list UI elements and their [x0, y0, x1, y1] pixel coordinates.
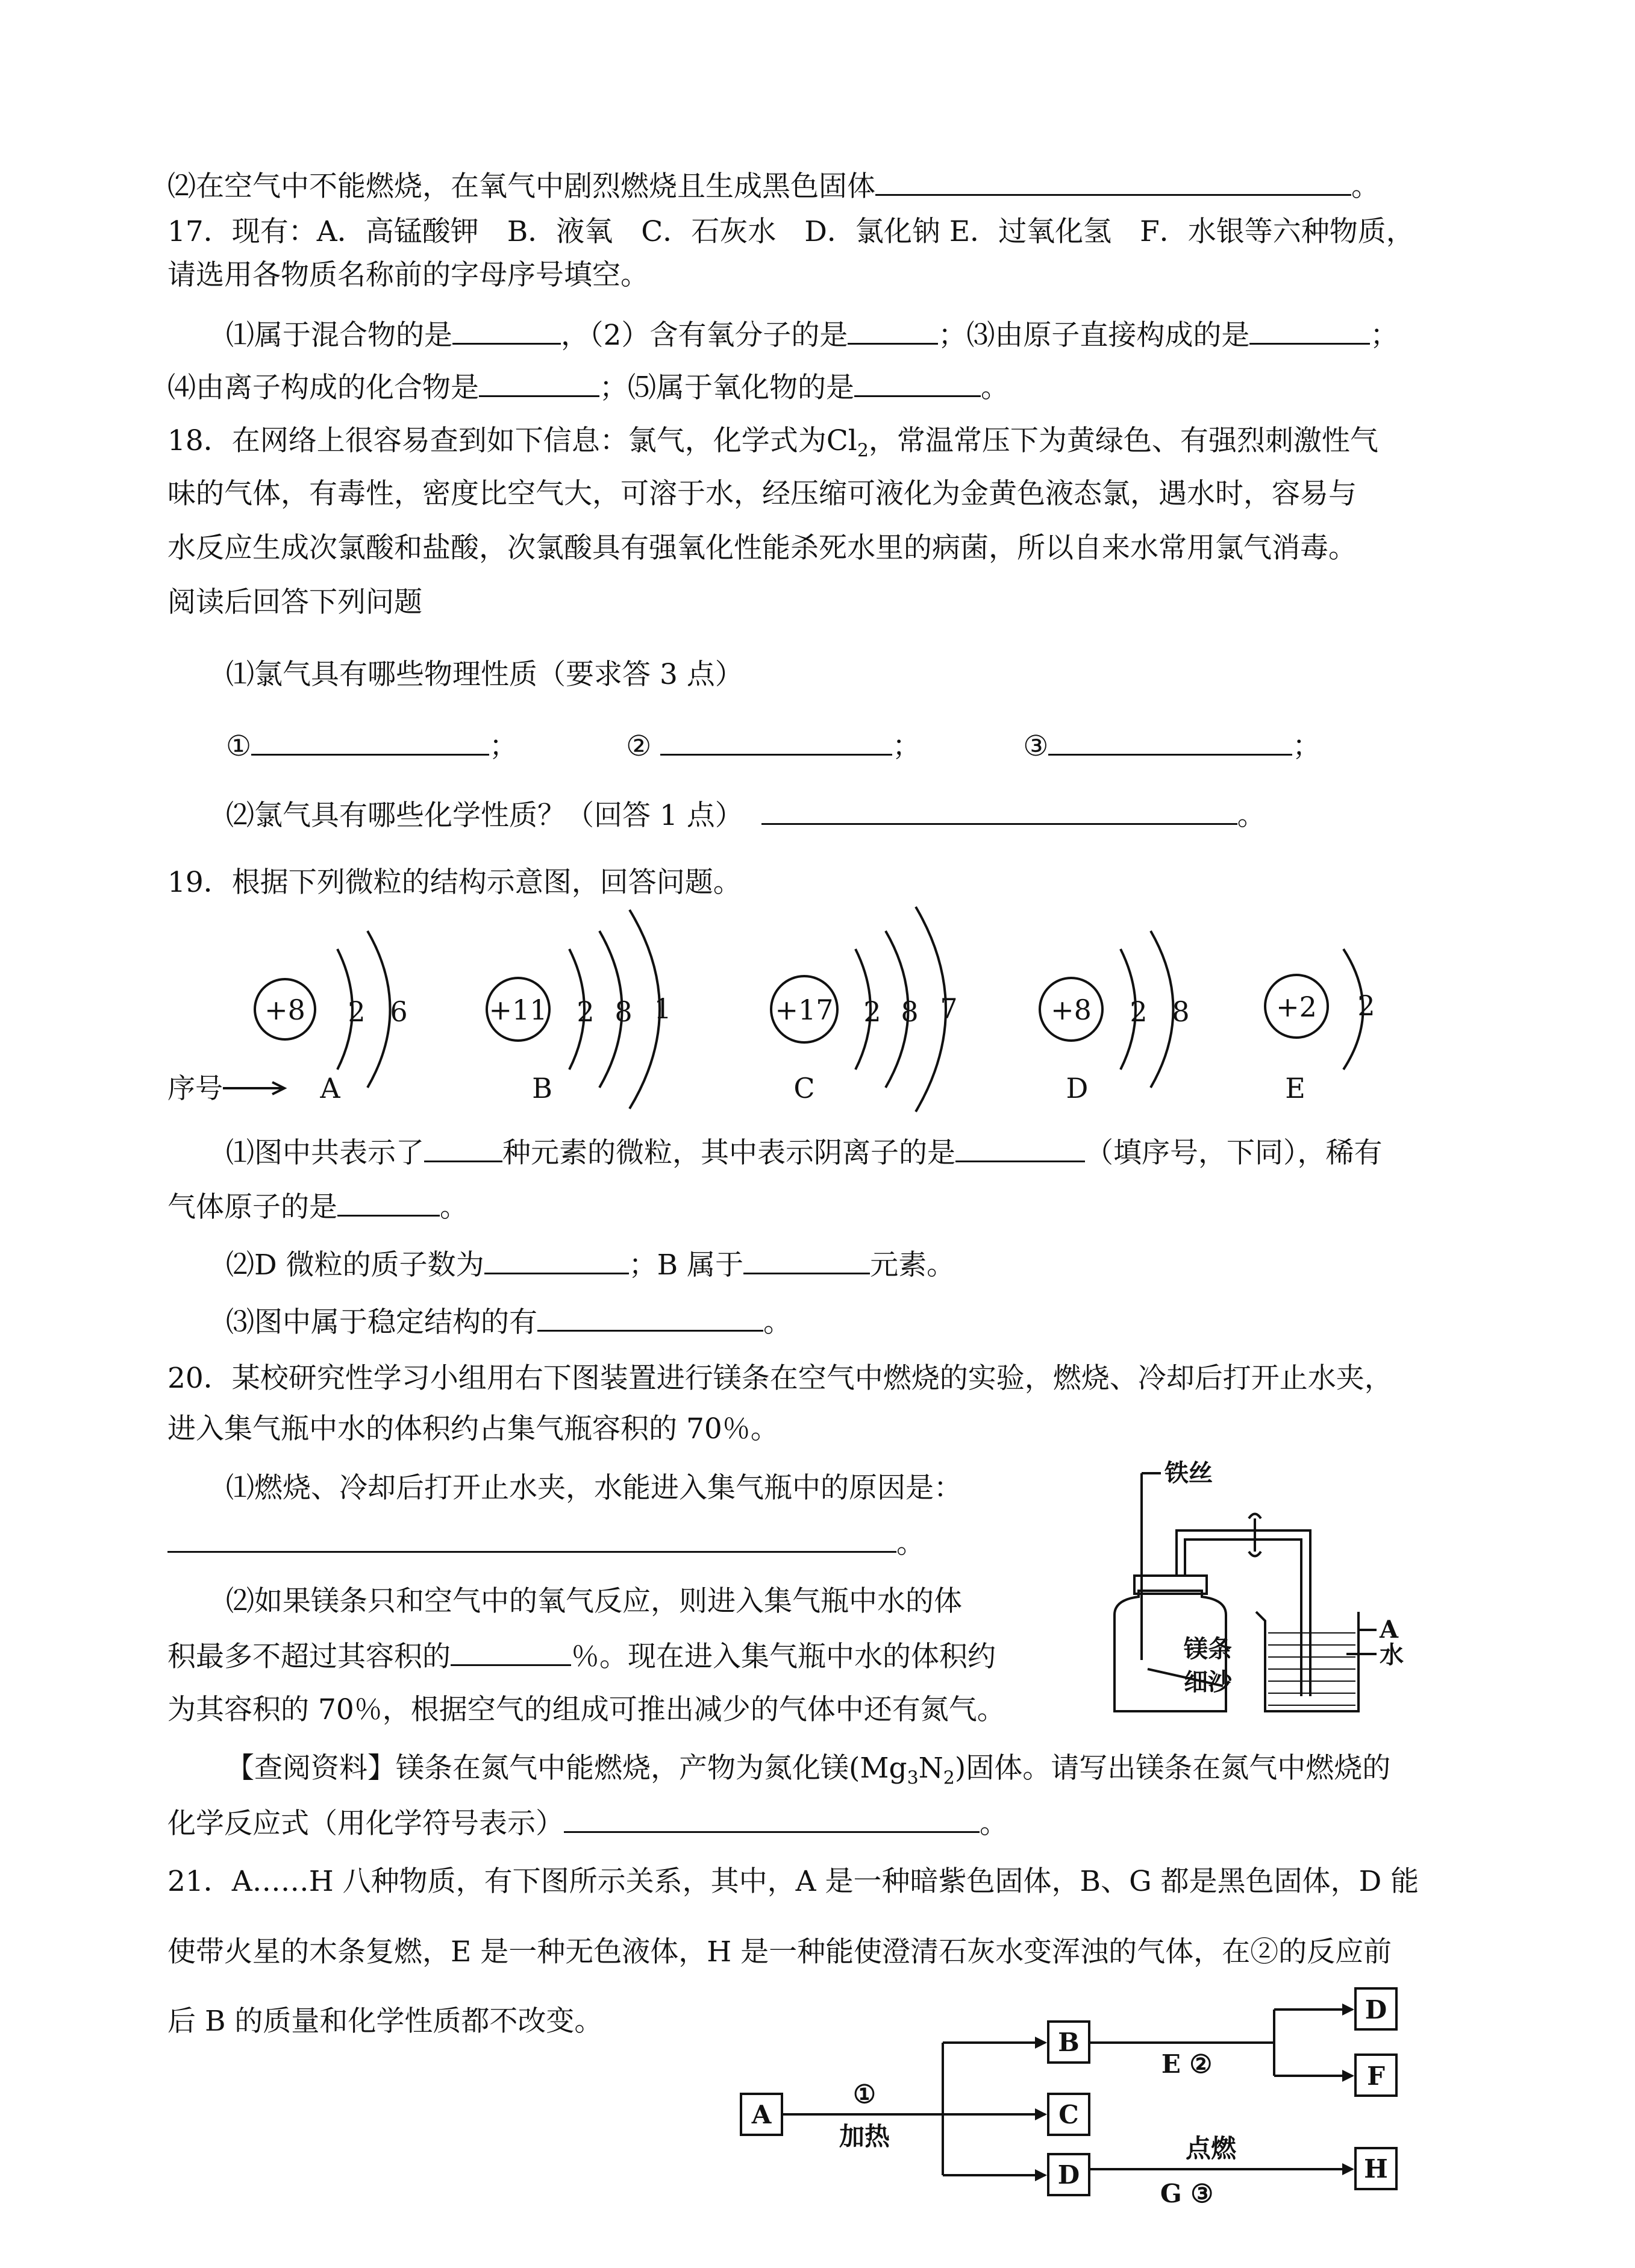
atom-a-shell-1-count: 2 — [348, 995, 366, 1028]
box-h-label: H — [1364, 2154, 1388, 2184]
atom-d-shell-1-count: 2 — [1130, 995, 1148, 1028]
text: ，常温常压下为黄绿色、有强烈刺激性气 — [868, 424, 1378, 457]
atom-d-shell-2 — [1151, 931, 1174, 1088]
text: ⑴氯气具有哪些物理性质（要求答 3 点） — [226, 658, 743, 691]
text: ③ — [1023, 730, 1049, 763]
text: ⑵氯气具有哪些化学性质？（回答 1 点） — [226, 799, 743, 832]
text: 【查阅资料】镁条在氮气中能燃烧，产物为氮化镁( — [226, 1752, 860, 1785]
arrowhead — [1342, 2163, 1354, 2175]
text: ⑴燃烧、冷却后打开止水夹，水能进入集气瓶中的原因是： — [226, 1471, 962, 1505]
text: ⑴图中共表示了 — [226, 1136, 424, 1170]
text: （填序号，下同），稀有 — [1085, 1136, 1383, 1170]
q20-part1 — [226, 1470, 962, 1506]
text: 化学反应式（用化学符号表示） — [167, 1807, 564, 1840]
q20-reference — [226, 1750, 1390, 1796]
text: 后 B 的质量和化学性质都不改变。 — [167, 2005, 603, 2038]
text: 。 — [1237, 799, 1266, 832]
atom-d-label: D — [1066, 1072, 1089, 1104]
q19-part1-a — [226, 1134, 1383, 1171]
q19-part3 — [226, 1303, 792, 1341]
water-clamp — [1249, 1514, 1261, 1556]
text: 。 — [980, 1807, 1008, 1840]
box-c-label: C — [1058, 2100, 1079, 2129]
answer-blank[interactable] — [564, 1805, 980, 1833]
text: 。 — [1351, 170, 1380, 203]
box-a-label: A — [751, 2100, 772, 2129]
text: ；⑸属于氧化物的是 — [599, 371, 854, 404]
label-sand: 细沙 — [1184, 1668, 1232, 1696]
answer-blank[interactable] — [424, 1134, 502, 1162]
atom-b-shell-2-count: 8 — [614, 995, 633, 1028]
water-lines — [1268, 1633, 1355, 1705]
text: ； — [1370, 319, 1399, 352]
text: )固体。请写出镁条在氮气中燃烧的 — [954, 1752, 1391, 1785]
text: ⑵D 微粒的质子数为 — [226, 1248, 484, 1282]
arrowhead — [1342, 2003, 1354, 2016]
label-water: 水 — [1380, 1641, 1404, 1669]
atom-a-shell-2-count: 6 — [390, 995, 408, 1028]
box-d-label: D — [1057, 2160, 1080, 2190]
formula: N — [918, 1752, 943, 1785]
text: 请选用各物质名称前的字母序号填空。 — [167, 258, 649, 292]
ignite-label: 点燃 — [1185, 2134, 1237, 2163]
arrowhead — [1035, 2037, 1047, 2049]
box-b-label: B — [1058, 2028, 1080, 2057]
atom-e-label: E — [1285, 1072, 1305, 1104]
label-a: A — [1380, 1615, 1399, 1644]
flow-diagram — [729, 1976, 1422, 2208]
atom-a-shell-2 — [367, 931, 390, 1088]
box-d-right-label: D — [1365, 1995, 1387, 2025]
text: ⑵如果镁条只和空气中的氧气反应，则进入集气瓶中水的体 — [226, 1585, 962, 1618]
text: 。 — [440, 1191, 468, 1224]
text: 进入集气瓶中水的体积约占集气瓶容积的 70％。 — [167, 1412, 779, 1446]
text: 。 — [763, 1306, 792, 1339]
text: 阅读后回答下列问题 — [167, 586, 422, 619]
arrowhead — [1342, 2070, 1354, 2082]
text: 17．现有：A．高锰酸钾 B．液氧 C．石灰水 D．氯化钠 E．过氧化氢 F．水银等六种物质， — [167, 215, 1415, 248]
text: ； — [489, 730, 518, 763]
atom-c-shell-2-count: 8 — [901, 995, 919, 1028]
answer-blank[interactable] — [451, 1638, 571, 1666]
text: ② — [626, 730, 652, 763]
atom-e-nucleus-label: +2 — [1276, 991, 1317, 1023]
step-1-label: ① — [853, 2079, 876, 2109]
atom-c-shell-3-count: 7 — [940, 992, 958, 1025]
atom-c-shell-1-count: 2 — [863, 995, 881, 1028]
text: ％。现在进入集气瓶中水的体积约 — [571, 1640, 996, 1673]
atom-c-label: C — [793, 1072, 815, 1104]
q20-part2-c — [167, 1692, 1005, 1728]
text: ；⑶由原子直接构成的是 — [938, 319, 1250, 352]
q21-stem-3 — [167, 2003, 602, 2040]
label-mg-strip: 镁条 — [1184, 1635, 1232, 1663]
seq-label: 序号 — [167, 1072, 223, 1104]
text: ，（2）含有氧分子的是 — [561, 319, 848, 352]
q21-stem-2 — [167, 1934, 1392, 1970]
atom-d-shell-2-count: 8 — [1172, 995, 1190, 1028]
text: ； — [1292, 730, 1321, 763]
q20-stem-1 — [167, 1361, 1393, 1397]
g-step-3-label: G ③ — [1160, 2179, 1214, 2208]
q20-part2-b — [167, 1638, 996, 1675]
atom-a-label: A — [320, 1072, 340, 1104]
q19-part1-b — [167, 1188, 468, 1226]
text: 水反应生成次氯酸和盐酸，次氯酸具有强氧化性能杀死水里的病菌，所以自来水常用氯气消毒。 — [167, 531, 1357, 565]
text: ； — [892, 730, 921, 763]
e-step-2-label: E ② — [1161, 2049, 1213, 2079]
text: ① — [226, 730, 252, 763]
answer-blank[interactable] — [167, 1524, 896, 1553]
q20-part2-a — [226, 1584, 962, 1620]
formula: Mg — [860, 1752, 907, 1785]
subscript: 3 — [907, 1767, 919, 1789]
atom-b-shell-3-count: 1 — [654, 992, 672, 1025]
q21-stem-1 — [167, 1864, 1419, 1900]
atom-c-nucleus-label: +17 — [775, 994, 834, 1026]
text: ⑷由离子构成的化合物是 — [167, 371, 479, 404]
formula-cl: Cl — [826, 424, 857, 457]
answer-blank[interactable] — [337, 1188, 440, 1217]
apparatus-figure — [1093, 1452, 1467, 1717]
label-iron-wire: 铁丝 — [1165, 1459, 1213, 1487]
arrowhead — [1035, 2108, 1047, 2120]
answer-blank[interactable] — [484, 1246, 629, 1274]
text: 积最多不超过其容积的 — [167, 1640, 451, 1673]
subscript: 2 — [857, 440, 869, 462]
q19-part2 — [226, 1246, 955, 1283]
text: ⑶图中属于稳定结构的有 — [226, 1306, 537, 1339]
text: 使带火星的木条复燃，E 是一种无色液体，H 是一种能使澄清石灰水变浑浊的气体，在②的反应前 — [167, 1935, 1392, 1969]
text: ⑵在空气中不能燃烧，在氧气中剧烈燃烧且生成黑色固体 — [167, 170, 875, 203]
text: 21．A……H 八种物质，有下图所示关系，其中，A 是一种暗紫色固体，B、G 都是黑色固体，D 能 — [167, 1865, 1419, 1898]
text: ；B 属于 — [628, 1248, 744, 1282]
text: 20．某校研究性学习小组用右下图装置进行镁条在空气中燃烧的实验，燃烧、冷却后打开止水夹， — [167, 1362, 1393, 1395]
atom-b-shell-1-count: 2 — [577, 995, 595, 1028]
q20-part1-blank — [167, 1524, 925, 1562]
arrowhead — [1035, 2169, 1047, 2181]
text: 为其容积的 70％，根据空气的组成可推出减少的气体中还有氮气。 — [167, 1693, 1005, 1726]
heat-label: 加热 — [839, 2122, 890, 2151]
text: 种元素的微粒，其中表示阴离子的是 — [502, 1136, 955, 1170]
q20-stem-2 — [167, 1411, 779, 1447]
text: 。 — [981, 371, 1009, 404]
text: 味的气体，有毒性，密度比空气大，可溶于水，经压缩可液化为金黄色液态氯，遇水时，容易与 — [167, 477, 1357, 510]
answer-blank[interactable] — [955, 1134, 1085, 1162]
box-f-label: F — [1367, 2061, 1385, 2091]
text: 气体原子的是 — [167, 1191, 337, 1224]
q20-equation — [167, 1805, 1008, 1842]
atom-e-shell-1-count: 2 — [1357, 989, 1375, 1022]
atom-b-nucleus-label: +11 — [489, 994, 548, 1026]
beaker — [1256, 1612, 1358, 1711]
answer-blank[interactable] — [537, 1303, 763, 1332]
atom-d-nucleus-label: +8 — [1051, 994, 1092, 1026]
answer-blank[interactable] — [743, 1246, 870, 1274]
atom-a-nucleus-label: +8 — [264, 994, 305, 1026]
subscript: 2 — [943, 1767, 955, 1789]
text: ⑴属于混合物的是 — [226, 319, 452, 352]
text: 19．根据下列微粒的结构示意图，回答问题。 — [167, 866, 742, 899]
atom-b-label: B — [532, 1072, 552, 1104]
text: 元素。 — [870, 1248, 955, 1282]
text: 18．在网络上很容易查到如下信息：氯气，化学式为 — [167, 424, 827, 457]
text: 。 — [896, 1527, 925, 1560]
